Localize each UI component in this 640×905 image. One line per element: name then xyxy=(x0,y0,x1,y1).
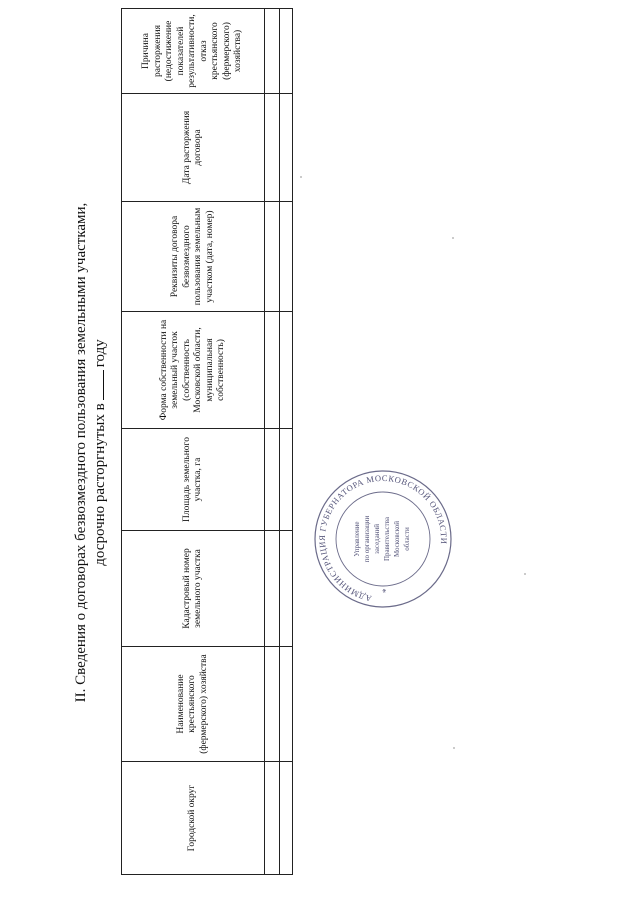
table-cell xyxy=(265,531,280,647)
official-stamp xyxy=(313,469,453,609)
table-cell xyxy=(265,429,280,531)
title-line-2 xyxy=(91,0,110,905)
table-row xyxy=(280,9,293,875)
svg-text:по организации: по организации xyxy=(363,515,371,563)
table-cell xyxy=(265,94,280,202)
stamp-inner-text xyxy=(353,515,411,562)
table-cell xyxy=(265,647,280,762)
scan-speck xyxy=(453,747,455,749)
table-cell xyxy=(280,429,293,531)
scan-speck xyxy=(452,237,454,239)
title-line-2-start: досрочно расторгнутых в xyxy=(92,403,108,566)
table-cell xyxy=(280,762,293,875)
table-cell xyxy=(280,9,293,94)
table-cell xyxy=(280,202,293,312)
scan-speck xyxy=(524,573,526,575)
title-line-2-end: году xyxy=(92,339,108,368)
table-cell xyxy=(265,9,280,94)
year-blank xyxy=(91,370,104,400)
header-cell: Кадастровый номер земельного участка xyxy=(122,531,265,647)
scan-speck xyxy=(300,176,302,178)
header-cell: Площадь земельного участка, га xyxy=(122,429,265,531)
table-cell xyxy=(265,312,280,429)
header-cell: Дата расторжения договора xyxy=(122,94,265,202)
document-title xyxy=(72,0,110,905)
header-cell: Реквизиты договора безвозмездного пользования земельным участком (дата, номер) xyxy=(122,202,265,312)
table-cell xyxy=(265,202,280,312)
svg-text:Управление: Управление xyxy=(353,521,361,557)
svg-text:заседаний: заседаний xyxy=(373,524,381,554)
contracts-table xyxy=(121,8,293,875)
header-cell: Наименование крестьянского (фермерского) хозяйства xyxy=(122,647,265,762)
table-cell xyxy=(280,312,293,429)
svg-text:области: области xyxy=(403,527,411,551)
table-cell xyxy=(280,94,293,202)
stamp-outer-text: АДМИНИСТРАЦИЯ ГУБЕРНАТОРА МОСКОВСКОЙ ОБЛАСТИ xyxy=(316,472,450,604)
table-cell xyxy=(280,531,293,647)
table-cell xyxy=(265,762,280,875)
table-row xyxy=(265,9,280,875)
table-header-row xyxy=(122,9,265,875)
header-cell: Форма собственности на земельный участок (собственность Московской области, муниципальная собственность) xyxy=(122,312,265,429)
table-cell xyxy=(280,647,293,762)
header-cell: Городской округ xyxy=(122,762,265,875)
svg-text:Правительства: Правительства xyxy=(383,516,391,562)
stamp-star: * xyxy=(381,588,391,593)
title-line-1: II. Сведения о договорах безвозмездного пользования земельными участками, xyxy=(73,202,89,703)
header-cell: Причина расторжения (недостижение показателей результативности, отказ крестьянского (фермерского) хозяйства) xyxy=(122,9,265,94)
svg-text:Московской: Московской xyxy=(393,520,401,558)
